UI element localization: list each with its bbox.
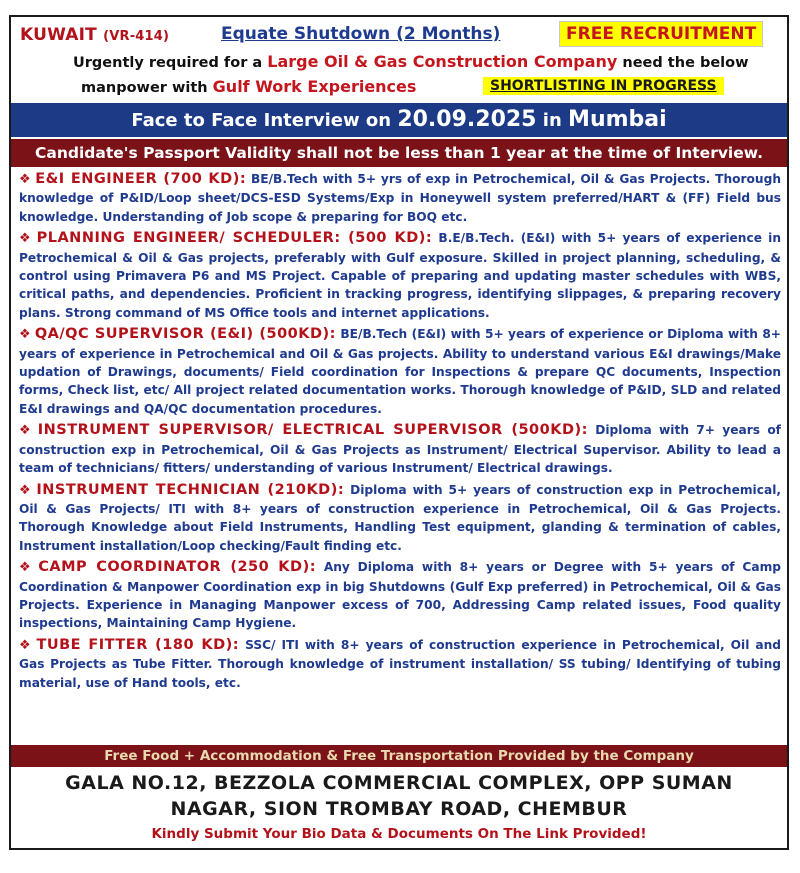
requirement-prefix: Urgently required for a (73, 55, 263, 71)
job-title: QA/QC SUPERVISOR (E&I) (500KD): (34, 326, 336, 343)
interview-banner (11, 103, 787, 137)
address-line-1: GALA NO.12, BEZZOLA COMMERCIAL COMPLEX, OPP SUMAN (65, 772, 733, 794)
interview-prefix: Face to Face Interview on (131, 110, 392, 131)
vacancy-code: (VR-414) (103, 29, 170, 44)
job-title: CAMP COORDINATOR (250 KD): (38, 559, 317, 576)
job-advertisement (9, 15, 789, 850)
job-description: SSC/ ITI with 8+ years of construction experience in Petrochemical, Oil and Gas Projects as Tube Fitter. Thorough knowledge of instrument installation/ SS tubing/ Identifying of tubing material, use of Hand tools, etc. (19, 637, 782, 690)
job-description: BE/B.Tech with 5+ yrs of exp in Petrochemical, Oil & Gas Projects. Thorough knowledge of P&ID/Loop sheet/DCS-ESD Systems/Exp in Honeywell system preferred/HART & (FF) Field bus knowledge. Understanding of Job scope & preparing for BOQ etc. (19, 172, 781, 224)
location-name: KUWAIT (20, 25, 97, 45)
interview-city: Mumbai (568, 107, 667, 132)
manpower-prefix: manpower with (81, 80, 208, 96)
diamond-bullet-icon: ❖ (19, 231, 33, 247)
job-title: INSTRUMENT TECHNICIAN (210KD): (36, 481, 345, 498)
submit-instruction: Kindly Submit Your Bio Data & Documents On The Link Provided! (151, 826, 647, 842)
requirement-line (73, 52, 749, 71)
free-recruitment-badge: FREE RECRUITMENT (559, 21, 763, 47)
job-item (19, 636, 781, 692)
interview-connector: in (542, 110, 562, 131)
requirement-suffix: need the below (622, 55, 749, 71)
diamond-bullet-icon: ❖ (19, 482, 33, 498)
passport-validity-banner: Candidate's Passport Validity shall not be less than 1 year at the time of Interview. (11, 139, 787, 167)
diamond-bullet-icon: ❖ (19, 172, 32, 187)
diamond-bullet-icon: ❖ (19, 560, 35, 576)
diamond-bullet-icon: ❖ (19, 637, 33, 653)
job-title: PLANNING ENGINEER/ SCHEDULER: (500 KD): (36, 230, 433, 247)
diamond-bullet-icon: ❖ (19, 423, 34, 439)
project-title: Equate Shutdown (2 Months) (221, 24, 501, 44)
job-title: E&I ENGINEER (700 KD): (35, 171, 247, 187)
job-title: INSTRUMENT SUPERVISOR/ ELECTRICAL SUPERVISOR (500KD): (37, 422, 588, 439)
gulf-experience: Gulf Work Experiences (212, 77, 417, 96)
company-type: Large Oil & Gas Construction Company (267, 52, 618, 71)
job-description: Any Diploma with 8+ years or Degree with 5+ years of Camp Coordination & Manpower Coordination exp in big Shutdowns (Gulf Exp preferred) in Petrochemical, Oil & Gas Projects. Experience in Managing Manpower excess of 700, Addressing Camp related issues, Food quality inspections, Maintaining Camp Hygiene. (19, 560, 781, 631)
job-item (19, 558, 781, 633)
job-item (19, 229, 781, 322)
shortlisting-badge: SHORTLISTING IN PROGRESS (483, 77, 724, 95)
location-label (20, 25, 169, 45)
job-list (19, 170, 781, 695)
job-item (19, 170, 781, 226)
job-item (19, 481, 781, 556)
interview-date: 20.09.2025 (397, 107, 537, 132)
job-description: BE/B.Tech (E&I) with 5+ years of experience or Diploma with 8+ years of experience in Petrochemical and Oil & Gas projects. Ability to understand various E&I drawings/Make updation of Drawings, documents/ Field coordination for Inspections & prepare QC documents, Inspection forms, Check list, etc/ All project related documentation works. Thorough knowledge of P&ID, SLD and related E&I drawings and QA/QC documentation procedures. (19, 327, 782, 416)
manpower-line (81, 77, 416, 96)
benefits-banner: Free Food + Accommodation & Free Transportation Provided by the Company (11, 745, 787, 767)
diamond-bullet-icon: ❖ (19, 327, 31, 343)
job-item (19, 421, 781, 477)
header-row (11, 21, 787, 51)
job-description: B.E/B.Tech. (E&I) with 5+ years of experience in Petrochemical & Oil & Gas projects, preferably with Gulf exposure. Skilled in project planning, scheduling, & control using Primavera P6 and MS Project. Capable of preparing and updating master schedules with WBS, critical paths, and dependencies. Proficient in tracking progress, identifying slippages, & preparing recovery plans. Strong command of MS Office tools and internet applications. (19, 231, 781, 320)
job-description: Diploma with 5+ years of construction exp in Petrochemical, Oil & Gas Projects/ ITI with 8+ years of construction experience in Petrochemical, Oil & Gas Projects. Thorough Knowledge about Field Instruments, Handling Test equipment, glanding & termination of cables, Instrument installation/Loop checking/Fault finding etc. (19, 482, 781, 553)
job-description: Diploma with 7+ years of construction exp in Petrochemical, Oil & Gas Projects as Instrument/ Electrical Supervisor. Ability to lead a team of technicians/ fitters/ understanding of various Instrument/ Electrical drawings. (19, 423, 781, 476)
job-item (19, 325, 781, 418)
job-title: TUBE FITTER (180 KD): (36, 636, 240, 653)
address-line-2: NAGAR, SION TROMBAY ROAD, CHEMBUR (170, 798, 628, 820)
